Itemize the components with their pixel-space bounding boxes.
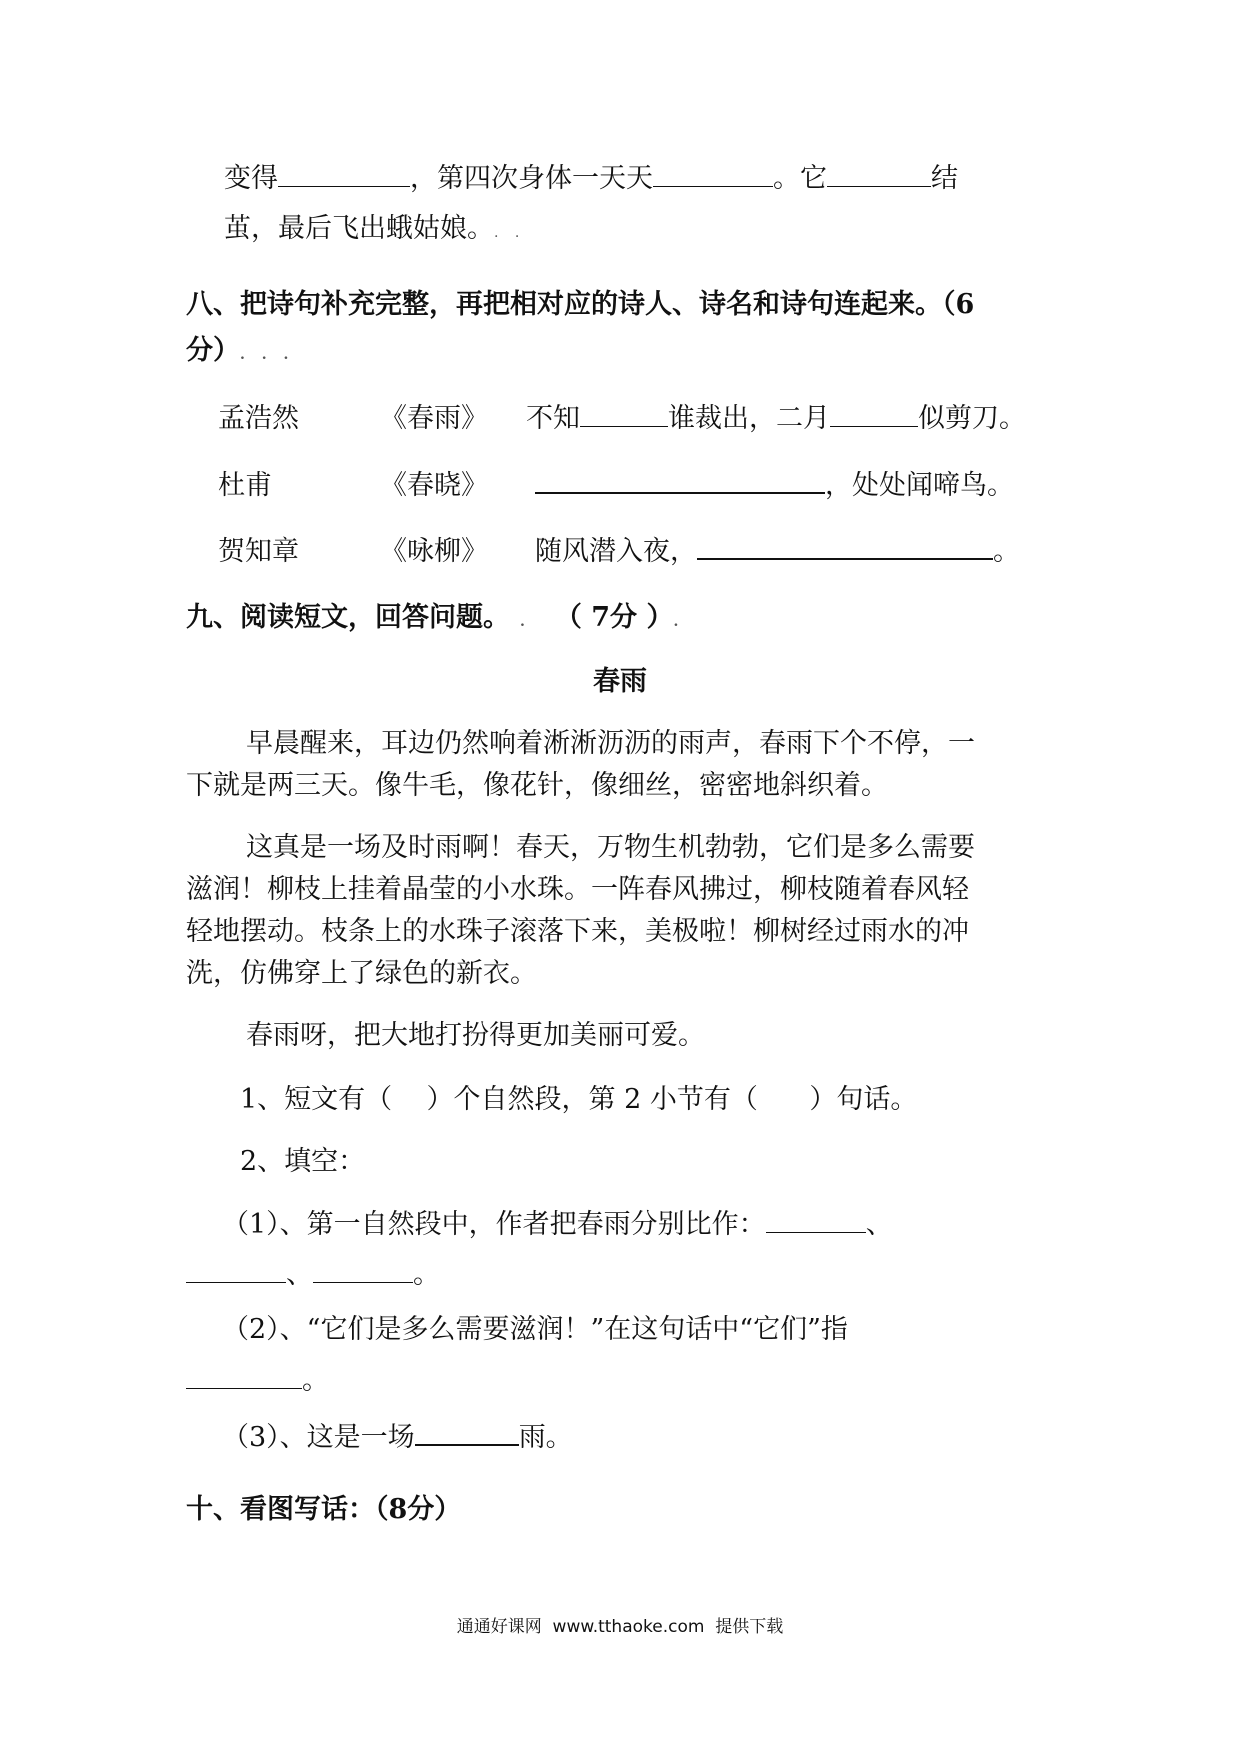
question-2-1: [222, 1206, 893, 1243]
poem-row-2: [218, 466, 1014, 504]
answer-blank[interactable]: [827, 160, 931, 187]
passage-p2-line4: 洗，仿佛穿上了绿色的新衣。: [186, 958, 537, 989]
passage-p3-line1: 春雨呀，把大地打扮得更加美丽可爱。: [246, 1020, 705, 1051]
sec7-text-a: 变得: [224, 163, 278, 194]
scan-dots: . .: [494, 225, 526, 241]
passage-p1-line2: 下就是两三天。像牛毛，像花针，像细丝，密密地斜织着。: [186, 770, 888, 801]
passage-p2-line3: 轻地摆动。枝条上的水珠子滚落下来，美极啦！柳树经过雨水的冲: [186, 916, 969, 947]
answer-blank[interactable]: [830, 400, 918, 427]
poem-text: 。: [993, 536, 1020, 567]
poet-name: 杜甫: [218, 470, 272, 501]
question-text: 、: [865, 1209, 893, 1240]
passage-title: 春雨: [593, 666, 647, 697]
sec7-text-b: ，第四次身体一天天: [410, 163, 653, 194]
poem-text: 随风潜入夜，: [535, 536, 697, 567]
question-1: 1、短文有（ ）个自然段，第 2 小节有（ ）句话。: [240, 1084, 918, 1115]
sec8-heading: 八、把诗句补充完整，再把相对应的诗人、诗名和诗句连起来。（6: [186, 289, 975, 320]
passage-p2-line1: 这真是一场及时雨啊！春天，万物生机勃勃，它们是多么需要: [246, 832, 975, 863]
sec7-line2: [224, 211, 525, 251]
poem-row-3: [218, 532, 1020, 570]
question-2-2-cont: [186, 1362, 329, 1399]
sec9-heading-score: （ 7分 ）: [554, 602, 674, 633]
answer-blank[interactable]: [653, 160, 773, 187]
sec7-line1: [224, 160, 958, 197]
footer-text: 通通好课网 www.tthaoke.com 提供下载: [456, 1617, 784, 1637]
poet-name: 贺知章: [218, 536, 299, 567]
answer-blank[interactable]: [415, 1418, 519, 1446]
poem-row-1: [218, 400, 1026, 437]
sec7-text-l2: 茧，最后飞出蛾姑娘。: [224, 213, 494, 244]
scan-dots: .: [673, 614, 685, 630]
poem-title: 《春雨》: [380, 403, 488, 434]
question-2-2: （2）、“它们是多么需要滋润！”在这句话中“它们”指: [222, 1314, 848, 1345]
poet-name: 孟浩然: [218, 403, 299, 434]
question-text: 。: [413, 1259, 440, 1290]
sec9-heading: [186, 600, 684, 640]
question-2-1-cont: [186, 1256, 440, 1293]
poem-title: 《春晓》: [380, 470, 488, 501]
answer-blank[interactable]: [697, 532, 993, 560]
answer-blank[interactable]: [278, 160, 410, 187]
sec8-heading-cont: [186, 333, 294, 373]
scan-dots: .: [520, 614, 531, 630]
question-text: 雨。: [518, 1422, 573, 1453]
sec8-heading-score: 分）: [186, 335, 240, 366]
passage-p2-line2: 滋润！柳枝上挂着晶莹的小水珠。一阵春风拂过，柳枝随着春风轻: [186, 874, 969, 905]
question-2: 2、填空：: [240, 1146, 366, 1177]
poem-text: ，处处闻啼鸟。: [825, 470, 1014, 501]
poem-text: 谁裁出，二月: [668, 403, 830, 434]
question-text: （3）、这是一场: [222, 1422, 415, 1453]
question-text: 、: [286, 1259, 313, 1290]
answer-blank[interactable]: [186, 1256, 286, 1283]
answer-blank[interactable]: [766, 1206, 866, 1233]
poem-title: 《咏柳》: [380, 536, 488, 567]
scan-dots: . . .: [240, 347, 295, 363]
question-text: （1）、第一自然段中，作者把春雨分别比作：: [222, 1209, 766, 1240]
answer-blank[interactable]: [313, 1256, 413, 1283]
question-text: 。: [302, 1365, 329, 1396]
sec9-heading-text: 九、阅读短文，回答问题。: [186, 602, 510, 633]
answer-blank[interactable]: [535, 466, 825, 494]
poem-text: 似剪刀。: [918, 403, 1026, 434]
sec7-text-d: 结: [931, 163, 958, 194]
sec10-heading: 十、看图写话：（8分）: [186, 1494, 462, 1525]
answer-blank[interactable]: [186, 1362, 302, 1389]
answer-blank[interactable]: [580, 400, 668, 427]
poem-text: 不知: [526, 403, 580, 434]
question-2-3: [222, 1418, 573, 1456]
passage-p1-line1: 早晨醒来，耳边仍然响着淅淅沥沥的雨声，春雨下个不停，一: [246, 728, 975, 759]
sec7-text-c: 。它: [773, 163, 827, 194]
